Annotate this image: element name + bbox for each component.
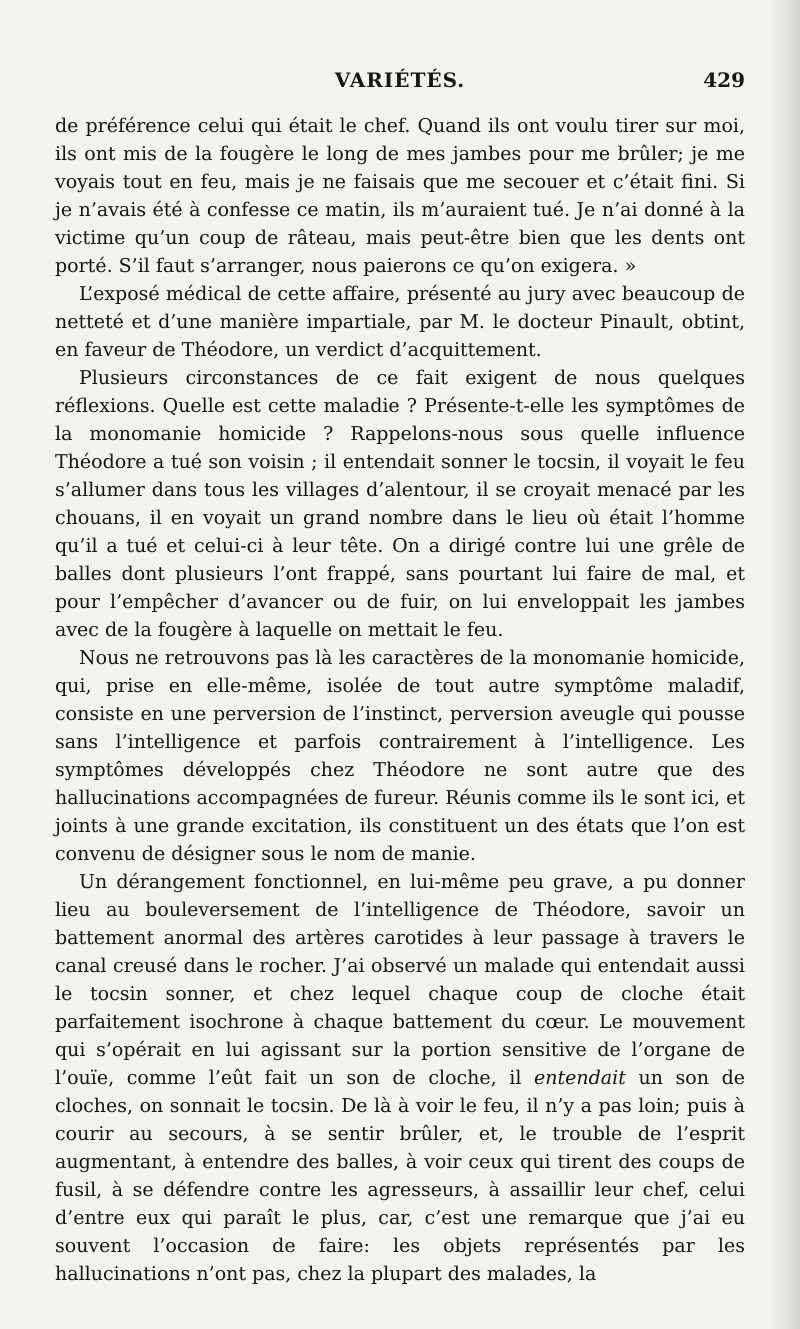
running-title: VARIÉTÉS. (334, 68, 466, 92)
paragraph-reflexions: Plusieurs circonstances de ce fait exigent de nous quelques réflexions. Quelle est cette maladie ? Présente-t-elle les symptômes de la monomanie homicide ? Rappelons-nous sous quelle influence Théodore a tué son voisin ; il entendait sonner le tocsin, il voyait le feu s’allumer dans tous les villages d’alentour, il se croyait menacé par les chouans, il en voyait un grand nombre dans le lieu où était l’homme qu’il a tué et celui-ci à leur tête. On a dirigé contre lui une grêle de balles dont plusieurs l’ont frappé, sans pourtant lui faire de mal, et pour l’empêcher d’avancer ou de fuir, on lui enveloppait les jambes avec de la fougère à laquelle on mettait le feu. (55, 367, 745, 641)
italic-word-entendait: entendait (534, 1067, 626, 1089)
page-number: 429 (703, 68, 745, 92)
page-header (55, 68, 745, 108)
paragraph-quote-end: de préférence celui qui était le chef. Quand ils ont voulu tirer sur moi, ils ont mis de la fougère le long de mes jambes pour me brûler; je me voyais tout en feu, mais je ne faisais que me secouer et c’était fini. Si je n’avais été à confesse ce matin, ils m’auraient tué. Je n’ai donné à la victime qu’un coup de râteau, mais peut-être bien que les dents ont porté. S’il faut s’arranger, nous paierons ce qu’on exigera. » (55, 115, 745, 277)
paragraph-derangement-part2: un son de cloches, on sonnait le tocsin. De là à voir le feu, il n’y a pas loin; puis à courir au secours, à se sentir brûler, et, le trouble de l’esprit augmentant, à entendre des balles, à voir ceux qui tirent des coups de fusil, à se défendre contre les agresseurs, à assaillir leur chef, celui d’entre eux qui paraît le plus, car, c’est une remarque que j’ai eu souvent l’occasion de faire: les objets représentés par les hallucinations n’ont pas, chez la plupart des malades, la (55, 1067, 745, 1285)
paragraph-monomanie: Nous ne retrouvons pas là les caractères de la monomanie homicide, qui, prise en elle-même, isolée de tout autre symptôme maladif, consiste en une perversion de l’instinct, perversion aveugle qui pousse sans l’intelligence et parfois contrairement à l’intelligence. Les symptômes développés chez Théodore ne sont autre que des hallucinations accompagnées de fureur. Réunis comme ils le sont ici, et joints à une grande excitation, ils constituent un des états que l’on est convenu de désigner sous le nom de manie. (55, 647, 745, 865)
paragraph-derangement-part1: Un dérangement fonctionnel, en lui-même peu grave, a pu donner lieu au bouleversement de l’intelligence de Théodore, savoir un battement anormal des artères carotides à leur passage à travers le canal creusé dans le rocher. J’ai observé un malade qui entendait aussi le tocsin sonner, et chez lequel chaque coup de cloche était parfaitement isochrone à chaque battement du cœur. Le mouvement qui s’opérait en lui agissant sur la portion sensitive de l’organe de l’ouïe, comme l’eût fait un son de cloche, il (55, 871, 745, 1089)
page-edge-shadow (770, 0, 800, 1329)
body-text (55, 112, 745, 1288)
paragraph-medical-expose: L’exposé médical de cette affaire, présenté au jury avec beaucoup de netteté et d’une manière impartiale, par M. le docteur Pinault, obtint, en faveur de Théodore, un verdict d’acquittement. (55, 283, 745, 361)
paragraph-derangement (55, 868, 745, 1288)
